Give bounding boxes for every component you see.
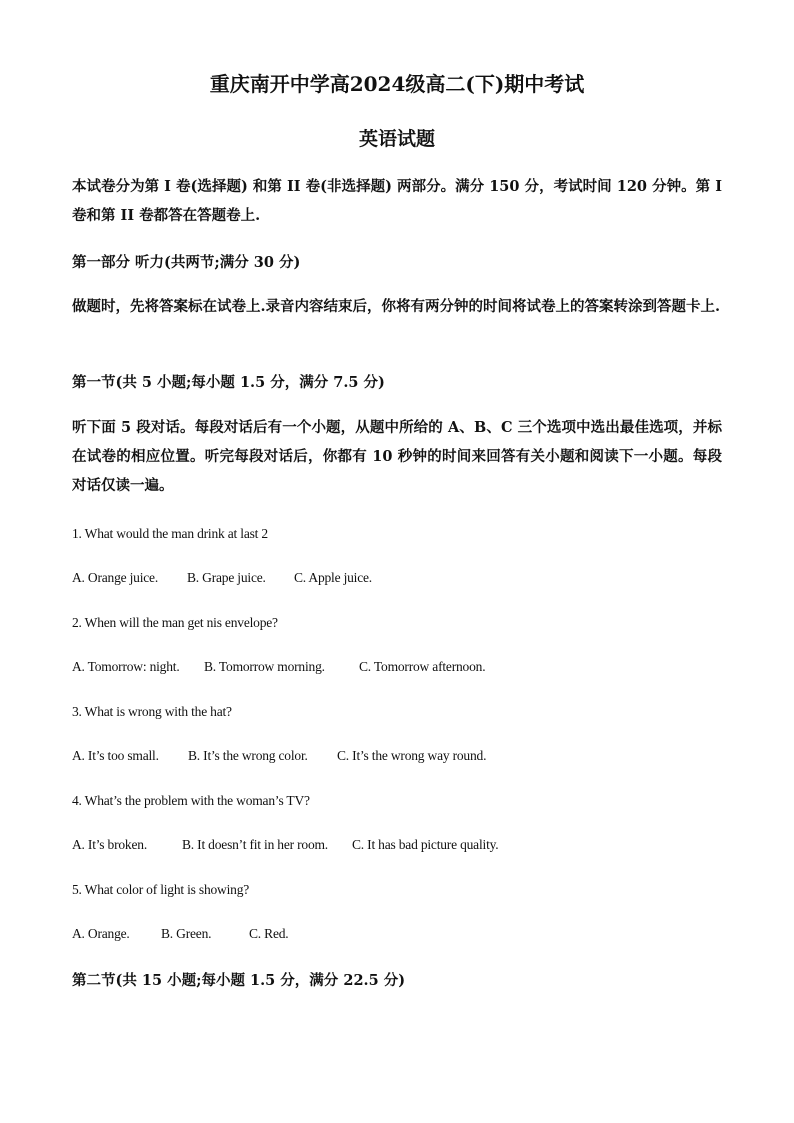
question-options (72, 837, 498, 853)
option-a[interactable]: A. Tomorrow: night. (72, 659, 180, 674)
option-c[interactable]: C. Red. (249, 926, 289, 941)
option-c[interactable]: C. It has bad picture quality. (352, 837, 499, 852)
question-stem: 3. What is wrong with the hat? (72, 704, 232, 719)
option-b[interactable]: B. Tomorrow morning. (204, 659, 325, 674)
question-stem: 2. When will the man get nis envelope? (72, 615, 278, 630)
option-b[interactable]: B. It’s the wrong color. (188, 748, 308, 763)
exam-title: 重庆南开中学高2024级高二(下)期中考试 (209, 72, 585, 96)
question-stem: 4. What’s the problem with the woman’s TV? (72, 793, 310, 808)
intro-paragraph: 本试卷分为第 I 卷(选择题) 和第 II 卷(非选择题) 两部分。满分 150 分，考试时间 120 分钟。第 I 卷和第 II 卷都答在答题卷上. (72, 178, 722, 224)
question-stem: 5. What color of light is showing? (72, 882, 250, 897)
subject-title: 英语试题 (358, 128, 435, 150)
section1-heading: 第一节(共 5 小题;每小题 1.5 分，满分 7.5 分) (72, 374, 385, 391)
option-c[interactable]: C. Tomorrow afternoon. (359, 659, 486, 674)
option-a[interactable]: A. Orange juice. (72, 570, 159, 585)
part1-heading: 第一部分 听力(共两节;满分 30 分) (72, 254, 301, 271)
part1-note: 做题时，先将答案标在试卷上.录音内容结束后，你将有两分钟的时间将试卷上的答案转涂到答题卡上. (72, 298, 721, 315)
option-a[interactable]: A. It’s broken. (72, 837, 147, 852)
option-c[interactable]: C. It’s the wrong way round. (337, 748, 487, 763)
question-options (72, 570, 372, 586)
section1-note: 听下面 5 段对话。每段对话后有一个小题，从题中所给的 A、B、C 三个选项中选出最佳选项，并标在试卷的相应位置。听完每段对话后，你都有 10 秒钟的时间来回答有关小题和阅读下一小题。每段对话仅读一遍。 (72, 419, 722, 494)
question-options (72, 926, 288, 942)
option-c[interactable]: C. Apple juice. (294, 570, 372, 585)
option-a[interactable]: A. It’s too small. (72, 748, 159, 763)
option-b[interactable]: B. Green. (161, 926, 212, 941)
question-options (72, 748, 486, 764)
option-b[interactable]: B. Grape juice. (187, 570, 266, 585)
option-a[interactable]: A. Orange. (72, 926, 130, 941)
option-b[interactable]: B. It doesn’t fit in her room. (182, 837, 328, 852)
question-stem: 1. What would the man drink at last 2 (72, 526, 268, 541)
question-options (72, 659, 485, 675)
section2-heading: 第二节(共 15 小题;每小题 1.5 分，满分 22.5 分) (72, 972, 406, 989)
